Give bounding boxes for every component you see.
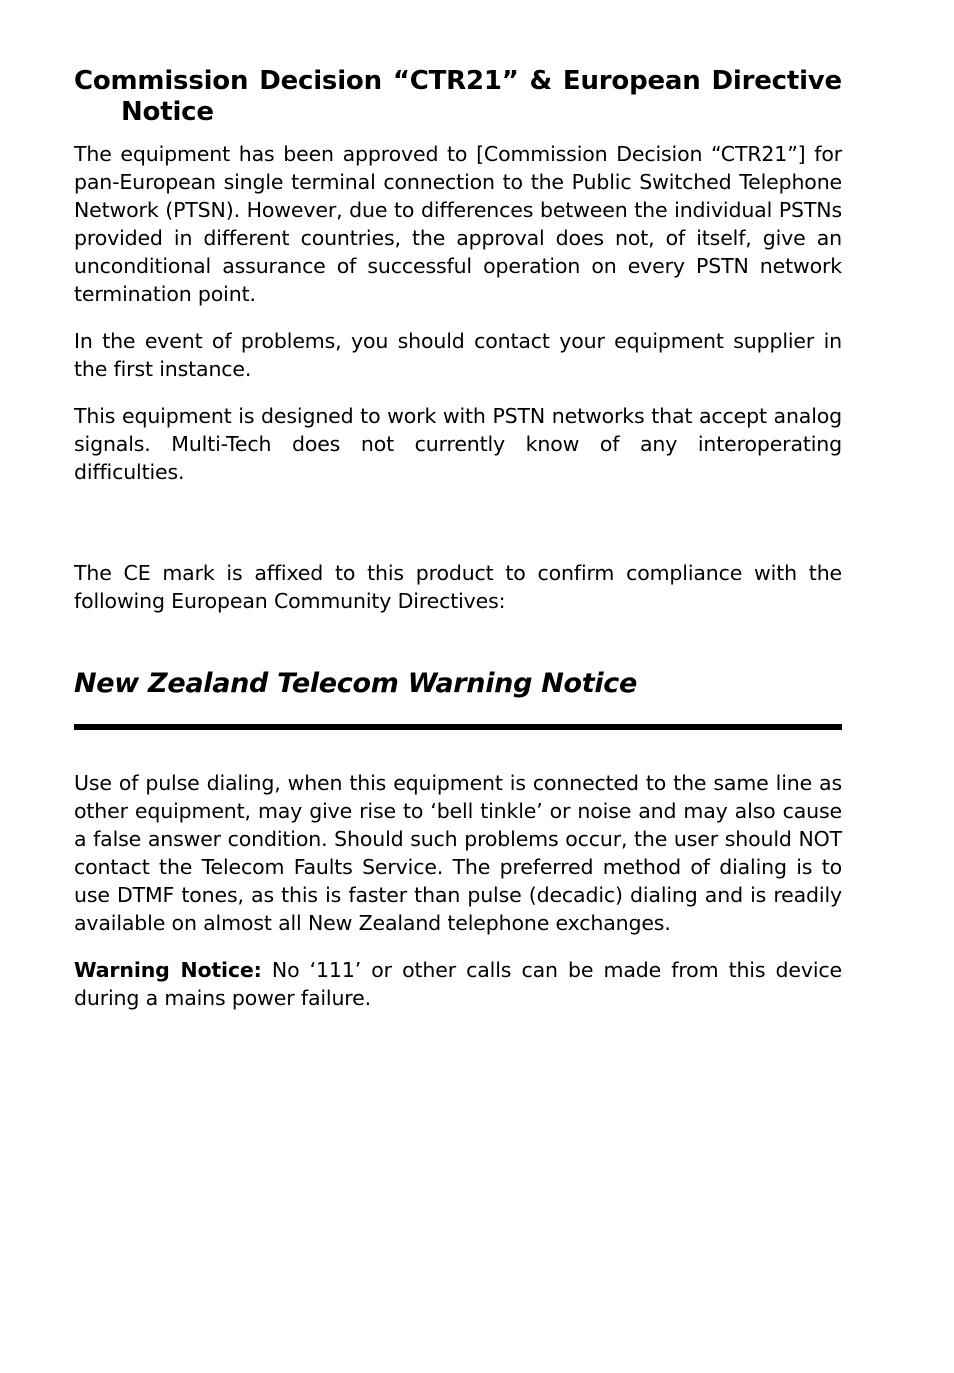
ctr21-heading: Commission Decision “CTR21” & European Directive Notice bbox=[74, 66, 842, 127]
warning-notice-text: No ‘111’ or other calls can be made from this device during a mains power failure. bbox=[74, 958, 842, 1010]
document-page bbox=[74, 66, 842, 1031]
section-spacer bbox=[74, 505, 842, 559]
warning-notice-label: Warning Notice: bbox=[74, 958, 262, 982]
ctr21-approval-paragraph: The equipment has been approved to [Commission Decision “CTR21”] for pan-European single terminal connection to the Public Switched Telephone Network (PTSN). However, due to differences between the individual PSTNs provided in different countries, the approval does not, of itself, give an unconditional assurance of successful operation on every PSTN network termination point. bbox=[74, 142, 842, 306]
heading-rule bbox=[74, 724, 842, 730]
pulse-dialing-paragraph: Use of pulse dialing, when this equipment is connected to the same line as other equipment, may give rise to ‘bell tinkle’ or noise and may also cause a false answer condition. Should such problems occur, the user should NOT contact the Telecom Faults Service. The preferred method of dialing is to use DTMF tones, as this is faster than pulse (decadic) dialing and is readily available on almost all New Zealand telephone exchanges. bbox=[74, 771, 842, 935]
warning-notice-paragraph bbox=[74, 956, 842, 1012]
ctr21-analog-paragraph: This equipment is designed to work with PSTN networks that accept analog signals. Multi-Tech does not currently know of any interoperating difficulties. bbox=[74, 404, 842, 484]
nz-telecom-heading: New Zealand Telecom Warning Notice bbox=[74, 668, 638, 699]
ce-mark-paragraph: The CE mark is affixed to this product to confirm compliance with the following European Community Directives: bbox=[74, 561, 842, 613]
ctr21-problems-paragraph: In the event of problems, you should contact your equipment supplier in the first instance. bbox=[74, 329, 842, 381]
